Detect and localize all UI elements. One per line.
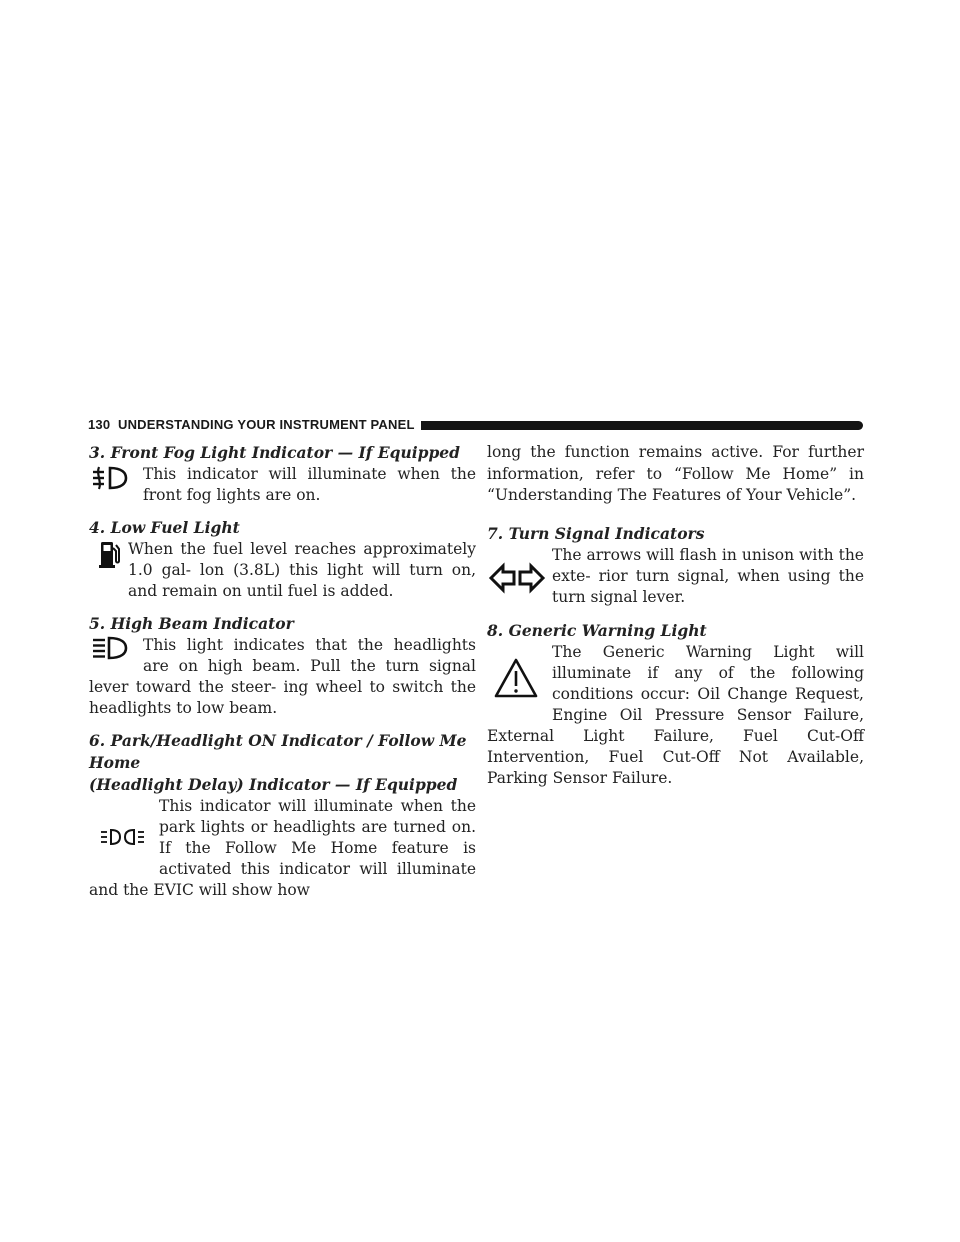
park-lights-icon bbox=[89, 796, 159, 880]
left-column bbox=[89, 442, 476, 912]
item-park-headlight-indicator bbox=[89, 730, 476, 901]
item-continuation: long the function remains active. For further information, refer to “Follow Me Home” in “Understanding The Features of Your Vehicle”. bbox=[487, 443, 864, 504]
item-title: 8. Generic Warning Light bbox=[487, 620, 707, 640]
page-header bbox=[88, 418, 864, 434]
item-generic-warning-light bbox=[487, 620, 864, 789]
item-title-line-1: 6. Park/Headlight ON Indicator / Follow Me Home bbox=[89, 731, 467, 772]
warning-triangle-icon bbox=[487, 642, 552, 706]
item-body: This light indicates that the headlights are on high beam. Pull the turn signal lever toward the steer- ing wheel to switch the headlights to low beam. bbox=[89, 636, 476, 717]
section-title: UNDERSTANDING YOUR INSTRUMENT PANEL bbox=[118, 417, 415, 432]
item-title: 5. High Beam Indicator bbox=[89, 614, 294, 633]
item-turn-signal-indicators bbox=[487, 523, 864, 609]
item-body: The Generic Warning Light will illuminate if any of the following conditions occur: Oil Change Request, Engine Oil Pressure Sensor Failure, External Light Failure, Fuel Cut-Off Intervention, Fuel Cut-Off Not Available, Parking Sensor Failure. bbox=[487, 642, 864, 787]
page-number: 130 bbox=[88, 417, 111, 432]
item-high-beam-indicator bbox=[89, 613, 476, 719]
item-body: This indicator will illuminate when the front fog lights are on. bbox=[143, 465, 476, 504]
front-fog-light-icon bbox=[89, 464, 143, 506]
item-front-fog-light bbox=[89, 442, 476, 506]
header-rule bbox=[421, 421, 863, 430]
item-title: 3. Front Fog Light Indicator — If Equipped bbox=[89, 443, 461, 462]
fuel-pump-icon bbox=[99, 539, 128, 583]
high-beam-icon bbox=[89, 635, 143, 675]
item-body: The arrows will flash in unison with the exte- rior turn signal, when using the turn signal lever. bbox=[552, 545, 864, 606]
item-body: This indicator will illuminate when the park lights or headlights are turned on. If the Follow Me Home feature is activated this indicator will illuminate and the EVIC will show how bbox=[89, 797, 476, 899]
item-title-line-2: (Headlight Delay) Indicator — If Equipped bbox=[89, 775, 458, 794]
turn-signal-arrows-icon bbox=[487, 545, 552, 609]
item-low-fuel-light bbox=[89, 517, 476, 602]
item-body: When the fuel level reaches approximately 1.0 gal- lon (3.8L) this light will turn on, and remain on until fuel is added. bbox=[128, 540, 476, 600]
item-title: 4. Low Fuel Light bbox=[89, 518, 240, 537]
right-column bbox=[487, 442, 864, 800]
item-title: 7. Turn Signal Indicators bbox=[487, 523, 705, 543]
